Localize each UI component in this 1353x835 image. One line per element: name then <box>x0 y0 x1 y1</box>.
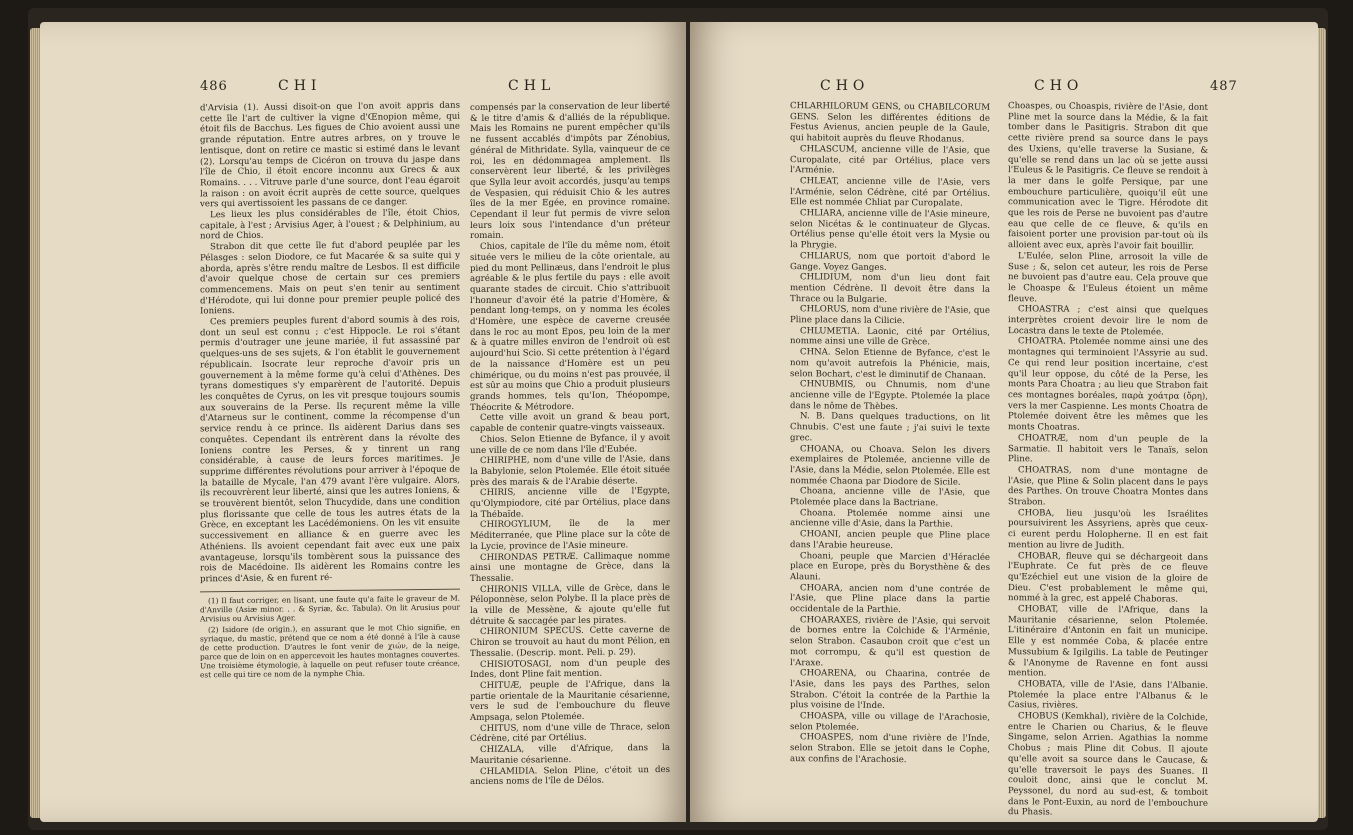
left-page <box>40 22 686 822</box>
dictionary-entry: CHOANA, ou Choava. Selon les divers exemplaires de Ptolemée, ancienne ville de l'Asie, dans la Médie, selon Ptolemée. Elle est nommée Chaona par Diodore de Sicile. <box>790 443 990 488</box>
dictionary-entry: CHOASTRA ; c'est ainsi que quelques interprètes croient devoir lire le nom de Locastra dans le texte de Ptolemée. <box>1008 304 1208 338</box>
left-page-header <box>200 78 228 94</box>
dictionary-entry: CHLAMIDIA. Selon Pline, c'étoit un des anciens noms de l'île de Délos. <box>470 764 670 788</box>
dictionary-entry: CHLIARUS, nom que portoit d'abord le Gange. Voyez Ganges. <box>790 251 990 273</box>
dictionary-entry: CHOBUS (Kemkhal), rivière de la Colchide, entre le Charien ou Charius, & le fleuve Singame, selon Arrien. Agathias la nomme Chobus ; mais Pline dit Cobus. Il ajoute qu'elle avoit sa source dans le Caucase, & qu'elle traversoit le pays des Suanes. Il couloit donc, ainsi que le conclut M. Peyssonel, du nord au sud-est, & tomboit dans le Pont-Euxin, au nord de l'embouchure du Phasis. <box>1008 711 1208 818</box>
dictionary-entry: CHLIDIUM, nom d'un lieu dont fait mention Cédrène. Il devoit être dans la Thrace ou la Bulgarie. <box>790 272 990 305</box>
dictionary-entry: CHITUÆ, peuple de l'Afrique, dans la partie orientale de la Mauritanie césarienne, vers le sud de l'embouchure du fleuve Ampsaga, selon Ptolemée. <box>470 678 670 724</box>
right-column-1 <box>790 101 990 766</box>
dictionary-entry: CHOATRÆ, nom d'un peuple de la Sarmatie. Il habitoit vers le Tanaïs, selon Pline. <box>1008 433 1208 465</box>
dictionary-entry: CHNUBMIS, ou Chnumis, nom d'une ancienne ville de l'Egypte. Ptolemée la place dans le nôme de Thèbes. <box>790 379 990 412</box>
dictionary-entry: N. B. Dans quelques traductions, on lit Chnubis. C'est une faute ; j'ai suivi le texte grec. <box>790 411 990 444</box>
dictionary-entry: CHOBAT, ville de l'Afrique, dans la Mauritanie césarienne, selon Ptolemée. L'itinéraire d'Antonin en fait un municipe. Elle y est nommée Coba, & placée entre Mussubium & Igilgilis. La table de Peutinger & l'Anonyme de Ravenne en font aussi mention. <box>1008 604 1208 679</box>
dictionary-entry: CHOATRAS, nom d'une montagne de l'Asie, que Pline & Solin placent dans le pays des Parthes. On trouve Choatra Montes dans Strabon. <box>1008 465 1208 508</box>
dictionary-entry: CHIZALA, ville d'Afrique, dans la Mauritanie césarienne. <box>470 743 670 766</box>
dictionary-entry: CHIROGYLIUM, île de la mer Méditerranée, que Pline place sur la côte de la Lycie, province de l'Asie mineure. <box>470 518 670 552</box>
dictionary-entry: CHOARA, ancien nom d'une contrée de l'Asie, que Pline place dans la partie occidentale de la Parthie. <box>790 582 990 616</box>
right-page-number: 487 <box>1210 79 1238 94</box>
right-page <box>690 22 1318 822</box>
dictionary-entry: CHIRONIS VILLA, ville de Grèce, dans le Péloponnèse, selon Polybe. Il la place près de la ville de Messène, & ajoute qu'elle fut détruite & saccagée par les pirates. <box>470 582 670 627</box>
dictionary-entry: Choana. Ptolemée nomme ainsi une ancienne ville d'Asie, dans la Parthie. <box>790 507 990 530</box>
dictionary-entry: CHLARHILORUM GENS, ou CHABILCORUM GENS. Selon les différentes éditions de Festus Avienus, ancien peuple de la Gaule, qui habitoit auprès du fleuve Rhodanus. <box>790 101 990 145</box>
dictionary-entry: CHLASCUM, ancienne ville de l'Asie, que Curopalate, cité par Ortélius, place vers l'Arménie. <box>790 144 990 176</box>
paragraph: Ces premiers peuples furent d'abord soumis à des rois, dont un seul est connu ; c'est Hippocle. Le roi s'étant permis d'outrager une jeune mariée, il fut assassiné par quelques-uns de ses sujets, & l'on établit le gouvernement républicain. Isocrate leur reproche d'avoir pris un gouvernement à la même forme qu'à celui d'Athènes. Des tyrans domestiques s'y emparèrent de l'autorité. Depuis les conquêtes de Cyrus, on les vit presque toujours soumis aux souverains de la Perse. Ils reçurent même la ville d'Atarneus sur le continent, comme la récompense d'un service rendu à ce prince. Ils aidèrent Darius dans ses conquêtes. Cependant ils entrèrent dans la révolte des Ioniens contre les Perses, & y tinrent un rang considérable, à cause de leurs forces maritimes. Je supprime différentes révolutions pour arriver à l'époque de la bataille de Mycale, l'an 479 avant l'ère vulgaire. Alors, ils recouvrèrent leur liberté, ainsi que les autres Ioniens, & se trouvèrent bientôt, selon Thucydide, dans une condition plus florissante que celle de tous les autres états de la Grèce, en exceptant les Lacédémoniens. On les vit ensuite successivement en alliance & en guerre avec les Athéniens. Ils avoient cependant fait avec eux une paix avantageuse, lorsqu'ils tombèrent sous la puissance des rois de Macédoine. Ils aidèrent les Romains contre les princes d'Asie, & en furent ré- <box>200 314 460 585</box>
dictionary-entry: CHOATRA. Ptolemée nomme ainsi une des montagnes qui terminoient l'Assyrie au sud. Ce qui rend leur position incertaine, c'est qu'il leur oppose, du côté de la Perse, les monts Para Choatra ; au lieu que Strabon fait ces montagnes boréales, παρὰ χοάτρα (ὄρη), vers la mer Caspienne. Les monts Choatra de Ptolemée doivent être les mêmes que les monts Choatras. <box>1008 336 1208 433</box>
left-header-chi: CHI <box>278 78 322 94</box>
left-column-1 <box>200 101 460 681</box>
right-column-2 <box>1008 101 1208 820</box>
dictionary-entry: CHOASPA, ville ou village de l'Arachosie, selon Ptolemée. <box>790 711 990 733</box>
paragraph: d'Arvisia (1). Aussi disoit-on que l'on avoit appris dans cette île l'art de cultiver la vigne d'Œnopion même, qui étoit fils de Bacchus. Les figues de Chio avoient aussi une grande réputation. Entre autres arbres, on y trouve le lentisque, dont on retire ce mastic si estimé dans le levant (2). Lorsqu'au temps de Cicéron on trouva du jaspe dans l'île de Chio, il étoit encore inconnu aux Grecs & aux Romains. . . . Vitruve parle d'une source, dont l'eau égaroit la raison : on avoit écrit auprès de cette source, quelques vers qui avertissoient les passans de ce danger. <box>200 100 460 210</box>
paragraph: Cette ville avoit un grand & beau port, capable de contenir quatre-vingts vaisseaux. <box>470 411 670 435</box>
paragraph: Chios. Selon Etienne de Byfance, il y avoit une ville de ce nom dans l'île d'Eubée. <box>470 432 670 456</box>
dictionary-entry: CHOANI, ancien peuple que Pline place dans l'Arabie heureuse. <box>790 529 990 551</box>
dictionary-entry: CHISIOTOSAGI, nom d'un peuple des Indes, dont Pline fait mention. <box>470 657 670 681</box>
dictionary-entry: Choani, peuple que Marcien d'Héraclée place en Europe, près du Borysthène & des Alauni. <box>790 550 990 583</box>
right-header-cho-2: CHO <box>1034 78 1084 94</box>
dictionary-entry: CHIRIS, ancienne ville de l'Egypte, qu'Olympiodore, cité par Ortélius, place dans la Thébaïde. <box>470 486 670 520</box>
dictionary-entry: CHOARENA, ou Chaarina, contrée de l'Asie, dans les pays des Parthes, selon Strabon. C'étoit la contrée de la Parthie la plus voisine de l'Inde. <box>790 668 990 712</box>
dictionary-entry: CHLIARA, ancienne ville de l'Asie mineure, selon Nicétas & le continuateur de Glycas. Ortélius pense qu'elle étoit vers la Mysie ou la Phrygie. <box>790 208 990 251</box>
footnotes <box>200 588 460 679</box>
footnote: (1) Il faut corriger, en lisant, une faute qu'a faite le graveur de M. d'Anville (Asiæ minor. . . & Syriæ, &c. Tabula). On lit Arusius pour Arvisius ou Arvisius Ager. <box>200 593 460 624</box>
paragraph: Les lieux les plus considérables de l'île, étoit Chios, capitale, à l'est ; Arvisius Ager, à l'ouest ; & Delphinium, au nord de Chios. <box>200 207 460 242</box>
paragraph: Strabon dit que cette île fut d'abord peuplée par les Pélasges : selon Diodore, ce fut Macarée & sa suite qui y aborda, après s'être rendu maître de Lesbos. Il est difficile d'avoir quelque chose de certain sur ces premiers commencemens. Mais on peut s'en tenir au sentiment d'Hérodote, qui lui donne pour premier peuple policé des Ioniens. <box>200 239 460 317</box>
dictionary-entry: Choana, ancienne ville de l'Asie, que Ptolemée place dans la Bactriane. <box>790 486 990 509</box>
paragraph: compensés par la conservation de leur liberté & le titre d'amis & d'alliés de la république. Mais les Romains ne purent empêcher qu'ils ne fussent accablés d'impôts par Zénobius, général de Mithridate. Sylla, vainqueur de ce roi, les en dédommagea amplement. Ils conservèrent leur liberté, & les privilèges que Sylla leur avoit accordés, jusqu'au temps de Vespasien, qui réduisit Chio & les autres îles de la mer Egée, en province romaine. Cependant il leur fut permis de vivre selon leurs loix sous l'intendance d'un préteur romain. <box>470 100 670 242</box>
dictionary-entry: CHLORUS, nom d'une rivière de l'Asie, que Pline place dans la Cilicie. <box>790 304 990 327</box>
dictionary-entry: L'Eulée, selon Pline, arrosoit la ville de Suse ; &, selon cet auteur, les rois de Perse ne buvoient pas d'autre eau. Cela prouve que le Choaspe & l'Euleus étoient un même fleuve. <box>1008 251 1208 305</box>
right-header-cho-1: CHO <box>820 78 870 94</box>
dictionary-entry: CHITUS, nom d'une ville de Thrace, selon Cédrène, cité par Ortélius. <box>470 721 670 745</box>
dictionary-entry: CHNA. Selon Etienne de Byfance, c'est le nom qu'avoit autrefois la Phénicie, mais, selon Bochart, c'est le diminutif de Chanaan. <box>790 347 990 381</box>
dictionary-entry: CHOBA, lieu jusqu'où les Israélites poursuivirent les Assyriens, après que ceux-ci eurent perdu Holopherne. Il en est fait mention au livre de Judith. <box>1008 507 1208 551</box>
dictionary-entry: CHLUMETIA. Laonic, cité par Ortélius, nomme ainsi une ville de Grèce. <box>790 325 990 348</box>
left-header-chl: CHL <box>508 78 556 94</box>
dictionary-entry: CHIRONDAS PETRÆ. Callimaque nomme ainsi une montagne de Grèce, dans la Thessalie. <box>470 550 670 584</box>
dictionary-entry: CHIRIPHE, nom d'une ville de l'Asie, dans la Babylonie, selon Ptolemée. Elle étoit située près des marais & de l'Arabie déserte. <box>470 454 670 488</box>
paragraph: Chios, capitale de l'île du même nom, étoit située vers le milieu de la côte orientale, au pied du mont Pellinæus, dans l'endroit le plus agréable & le plus fertile du pays : elle avoit quarante stades de circuit. Chio s'attribuoit l'honneur d'avoir été la patrie d'Homère, & pendant long-temps, on y nomma les écoles d'Homère, une espèce de caverne creusée dans le roc au mont Epos, peu loin de la mer & à quatre milles environ de l'endroit où est aujourd'hui Scio. Si cette prétention à l'égard de la naissance d'Homère est un peu chimérique, ou du moins n'est pas prouvée, il est sûr au moins que Chio a produit plusieurs grands hommes, tels qu'Ion, Théopompe, Théocrite & Métrodore. <box>470 240 670 413</box>
dictionary-entry: CHLEAT, ancienne ville de l'Asie, vers l'Arménie, selon Cédrène, cité par Ortélius. Elle est nommée Chliat par Curopalate. <box>790 176 990 209</box>
left-page-number: 486 <box>200 79 228 94</box>
dictionary-entry: CHIRONIUM SPECUS. Cette caverne de Chiron se trouvoit au haut du mont Pélion, en Thessalie. (Descrip. mont. Peli. p. 29). <box>470 625 670 659</box>
dictionary-entry: CHOASPES, nom d'une rivière de l'Inde, selon Strabon. Elle se jetoit dans le Cophe, aux confins de l'Arachosie. <box>790 732 990 766</box>
open-book <box>28 8 1328 830</box>
right-page-header <box>1210 78 1238 94</box>
dictionary-entry: Choaspes, ou Choaspis, rivière de l'Asie, dont Pline met la source dans la Médie, & la fait tomber dans le Pasitigris. Strabon dit que cette rivière prend sa source dans le pays des Uxiens, qu'elle traverse la Susiane, & qu'elle se rend dans un lac où se jette aussi l'Euleus & le Pasitigris. Ce fleuve se rendoit à la mer dans le golfe Persique, par une embouchure particulière, quoiqu'il eût une communication avec le Tigre. Hérodote dit que les rois de Perse ne buvoient pas d'autre eau que celle de ce fleuve, & qu'ils en faisoient porter une provision par-tout où ils alloient avec eux, après l'avoir fait bouillir. <box>1008 101 1208 252</box>
dictionary-entry: CHOBAR, fleuve qui se déchargeoit dans l'Euphrate. Ce fut près de ce fleuve qu'Ezéchiel eut une vision de la gloire de Dieu. C'est probablement le même qui, nommé à la grec, est appelé Chaboras. <box>1008 550 1208 605</box>
dictionary-entry: CHOARAXES, rivière de l'Asie, qui servoit de bornes entre la Colchide & l'Arménie, selon Strabon. Casaubon croit que c'est un mot corrompu, & qu'il est question de l'Araxe. <box>790 614 990 668</box>
left-column-2 <box>470 101 670 788</box>
dictionary-entry: CHOBATA, ville de l'Asie, dans l'Albanie. Ptolemée la place entre l'Albanus & le Casius, rivières. <box>1008 679 1208 712</box>
footnote: (2) Isidore (de origin.), en assurant que le mot Chio signifie, en syriaque, du mastic, prétend que ce nom a été donné à l'île à cause de cette production. D'autres le font venir de χιών, de la neige, parce que de loin on en appercevoit les hautes montagnes couvertes. Une troisième étymologie, à laquelle on peut refuser toute créance, est celle qui tire ce nom de la nymphe Chia. <box>200 622 460 680</box>
